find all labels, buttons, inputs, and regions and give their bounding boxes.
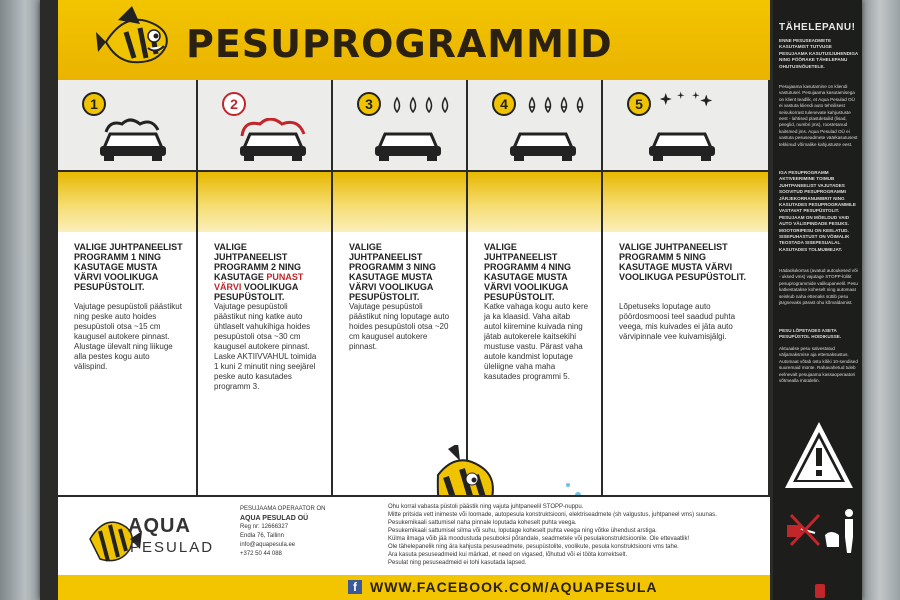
step-heading: VALIGE JUHTPANEELIST PROGRAMM 2 NING KASUTAGE PUNAST VÄRVI VOOLIKUGA PESUPÜSTOLIT. [214,242,304,302]
water-drops-icon [391,96,451,114]
sidebar-block: Hädaolukorras (avatud autoukesed või - uksed vms) vajutage STOPP-lülitit pesuprogrammide valikupaneelil. Pesu katkestatakse koheselt ning automaat seiskub naha ettenaks süttib pesu järgnevaks pärast ohu kõrvaldamist. [779,268,858,306]
yellow-band [198,172,331,232]
facebook-link[interactable]: WWW.FACEBOOK.COM/AQUAPESULA [370,579,658,595]
step-description: Lõpetuseks loputage auto pöördosmoosi teel saadud puhta veega, mis kuivades ei jäta auto värvipinnale vee kuivamisjälgi. [619,302,736,341]
programs-grid [58,80,770,495]
step-description: Vajutage pesupüstoli päästikut ning loputage auto hoides pesupüstoli otsa ~20 cm kaugusel autokere pinnast. [349,302,450,351]
sidebar-block: Pesujaama kasutamine on kliendi vastutusel. Pesujaama kasutamisega on klient teadlik, et Aqua Pesulad OÜ ei vastuta kliendi auto tehnilisest seisukorrast tulenevate kahjustuste eest - lahtised plastdetailid (lisad, peeglid, numbri jms), roostetanud kaitsmed jms. Aqua Pesulad OÜ ei vastuta pesuseadmete väärkasutusest tekkinud võimalike kahjustuste eest. [779,84,858,147]
red-hose-label: PUNAST VÄRVI [214,272,304,292]
step-heading: VALIGE JUHTPANEELIST PROGRAMM 4 NING KASUTAGE MUSTA VÄRVI VOOLIKUGA PESUPÜSTOLIT. [484,242,572,302]
safety-rules [388,503,768,567]
program-number-badge: 5 [627,92,651,116]
car-shine-icon [645,118,719,162]
program-icon-cell-1 [58,80,196,172]
rule-line: Pesukemikaali sattumisel silma või suhu, loputage koheselt puhta veega ning võtke ühendust arstiga. [388,528,657,534]
rule-line: Ohu korral vabasta püstoli päästik ning vajuta juhtpaneelil STOPP-nuppu. [388,504,584,510]
wall-right [860,0,900,600]
sidebar-block: IGA PESUPROGRAMM AKTIVEERIMINE TOIMUB JUHTPANEELIST VAJUTADES SOOVITUD PESUPROGRAMMI JÄRJEKORRANUMBRIT NING KASUTADES PESUPROGRAMMILE VASTAVAT PESUPÜSTOLIT. PESUJAAM ON MÕELDUD VAID AUTO VÄLISPINDADE PESUKS. MOOTORIPESU ON KEELATUD. SISEPUHASTUST ON VÕIMALIK TEOSTADA SISEPESUALAL KASUTADES TOLMUIMEJAT. [779,170,856,252]
red-knob [815,584,825,598]
car-foam-icon [236,118,310,162]
facebook-bar [58,575,770,600]
yellow-band [468,172,601,232]
step-heading: VALIGE JUHTPANEELIST PROGRAMM 3 NING KASUTAGE MUSTA VÄRVI VOOLIKUGA PESUPÜSTOLIT. [349,242,437,302]
car-bubbles-icon [96,118,170,162]
rule-line: Ära kasuta pesuseadmeid kui märkad, et need on vigased, lõhutud või ei tööta korrektselt. [388,552,628,558]
program-column-3 [333,80,468,495]
rule-line: Ole tähelepanelik ning ära kahjusta pesuseadmete, pesupüstolite, voolikute, pesula konstruktsiooni vms tahe. [388,544,679,550]
wall-left [0,0,42,600]
rule-line: Pesukemikaali sattumisel naha pinnale loputada koheselt puhta veega. [388,520,577,526]
car-wax-icon [506,118,580,162]
rule-line: Mitte pritsida vett inimeste või loomade, autopesula konstruktsiooni, elektriseadmete (sh valgustus, juhtpaneel vms) suunas. [388,512,717,518]
brand-name-top: AQUA [128,515,191,537]
program-icon-cell-4 [468,80,601,172]
operator-info: PESUJAAMA OPERAATOR ON AQUA PESULAD OÜ Reg nr: 12666327 Endla 76, Tallinn info@aquapesula.ee +372 50 44 088 [240,506,326,557]
sidebar-block: Aktuaalse pesu salvestatud väljamaksmise aja ettemaksustus. Automaat võtab ostu kõiki 10-sendised suuremaid münte. Rahavahetud tuleb eelnevalt pesujaama kassaoperaatori võtmealla müüdelin. [779,346,858,384]
wax-drops-icon [526,96,586,114]
sign-board [40,0,862,600]
program-icon-cell-3 [333,80,466,172]
sparkle-stars-icon [651,90,721,108]
sidebar-block: ENNE PESUSEADMETE KASUTAMIST TUTVUGE PESUJAAMA KASUTUSJUHENDIGA NING PÖÖRAKE TÄHELEPANU OHUTUSNÕUETELE. [779,38,859,69]
rule-line: Pesulat ning pesuseadmeid ei tohi kasutada lapsed. [388,560,527,566]
program-column-2 [198,80,333,495]
no-spraying-people-icon [785,505,859,555]
program-number-badge: 4 [492,92,516,116]
rule-line: Külma ilmaga võib jää moodustuda pesuboksi põrandale, seadmetele või pesulakonstruktsioonile. Ole ettevaatlik! [388,536,690,542]
program-number-badge: 2 [222,92,246,116]
yellow-band [603,172,768,232]
program-icon-cell-5 [603,80,768,172]
program-column-4 [468,80,603,495]
step-description: Vajutage pesupüstoli päästikut ning peske auto hoides pesupüstoli otsa ~15 cm kaugusel autokere pinnast. Alustage ülevalt ning liikuge alla pestes kogu auto välispind. [74,302,182,371]
step-heading: VALIGE JUHTPANEELIST PROGRAMM 5 NING KASUTAGE MUSTA VÄRVI VOOLIKUGA PESUPÜSTOLIT. [619,242,747,282]
header-band [58,0,770,80]
step-heading: VALIGE JUHTPANEELIST PROGRAMM 1 NING KASUTAGE MUSTA VÄRVI VOOLIKUGA PESUPÜSTOLIT. [74,242,183,292]
car-rinse-icon [371,118,445,162]
program-column-5 [603,80,770,495]
program-column-1 [58,80,198,495]
main-panel [58,0,770,600]
facebook-icon: f [348,580,362,594]
sidebar-block: PESU LÕPETADES ASETA PESUPÜSTOL HOIDIKUSSE. [779,328,842,340]
yellow-band [333,172,466,232]
attention-sidebar [773,0,862,600]
program-icon-cell-2 [198,80,331,172]
step-description: Katke vahaga kogu auto kere ja ka klaasid. Vaha aitab autol kiiremine kuivada ning jätab autokerele kaitsekihi mustuse vastu. Pärast vaha autole kandmist loputage üleliigne vaha maha kasutades programmi 5. [484,302,589,381]
program-number-badge: 3 [357,92,381,116]
step-description: Vajutage pesupüstoli päästikut ning katke auto ühtlaselt vahukihiga hoides pesupüstoli otsa ~30 cm kaugusel autokere pinnast. Laske AKTIIVVAHUL toimida 1 kuni 2 minutit ning seejärel peske auto kasutades programm 3. [214,302,317,391]
fish-mascot-icon [96,2,176,78]
footer-info [58,495,770,577]
brand-name-bottom: PESULAD [130,539,215,556]
sidebar-title: TÄHELEPANU! [779,22,856,33]
program-number-badge: 1 [82,92,106,116]
page-title: PESUPROGRAMMID [186,22,613,66]
warning-triangle-icon [783,418,855,492]
yellow-band [58,172,196,232]
